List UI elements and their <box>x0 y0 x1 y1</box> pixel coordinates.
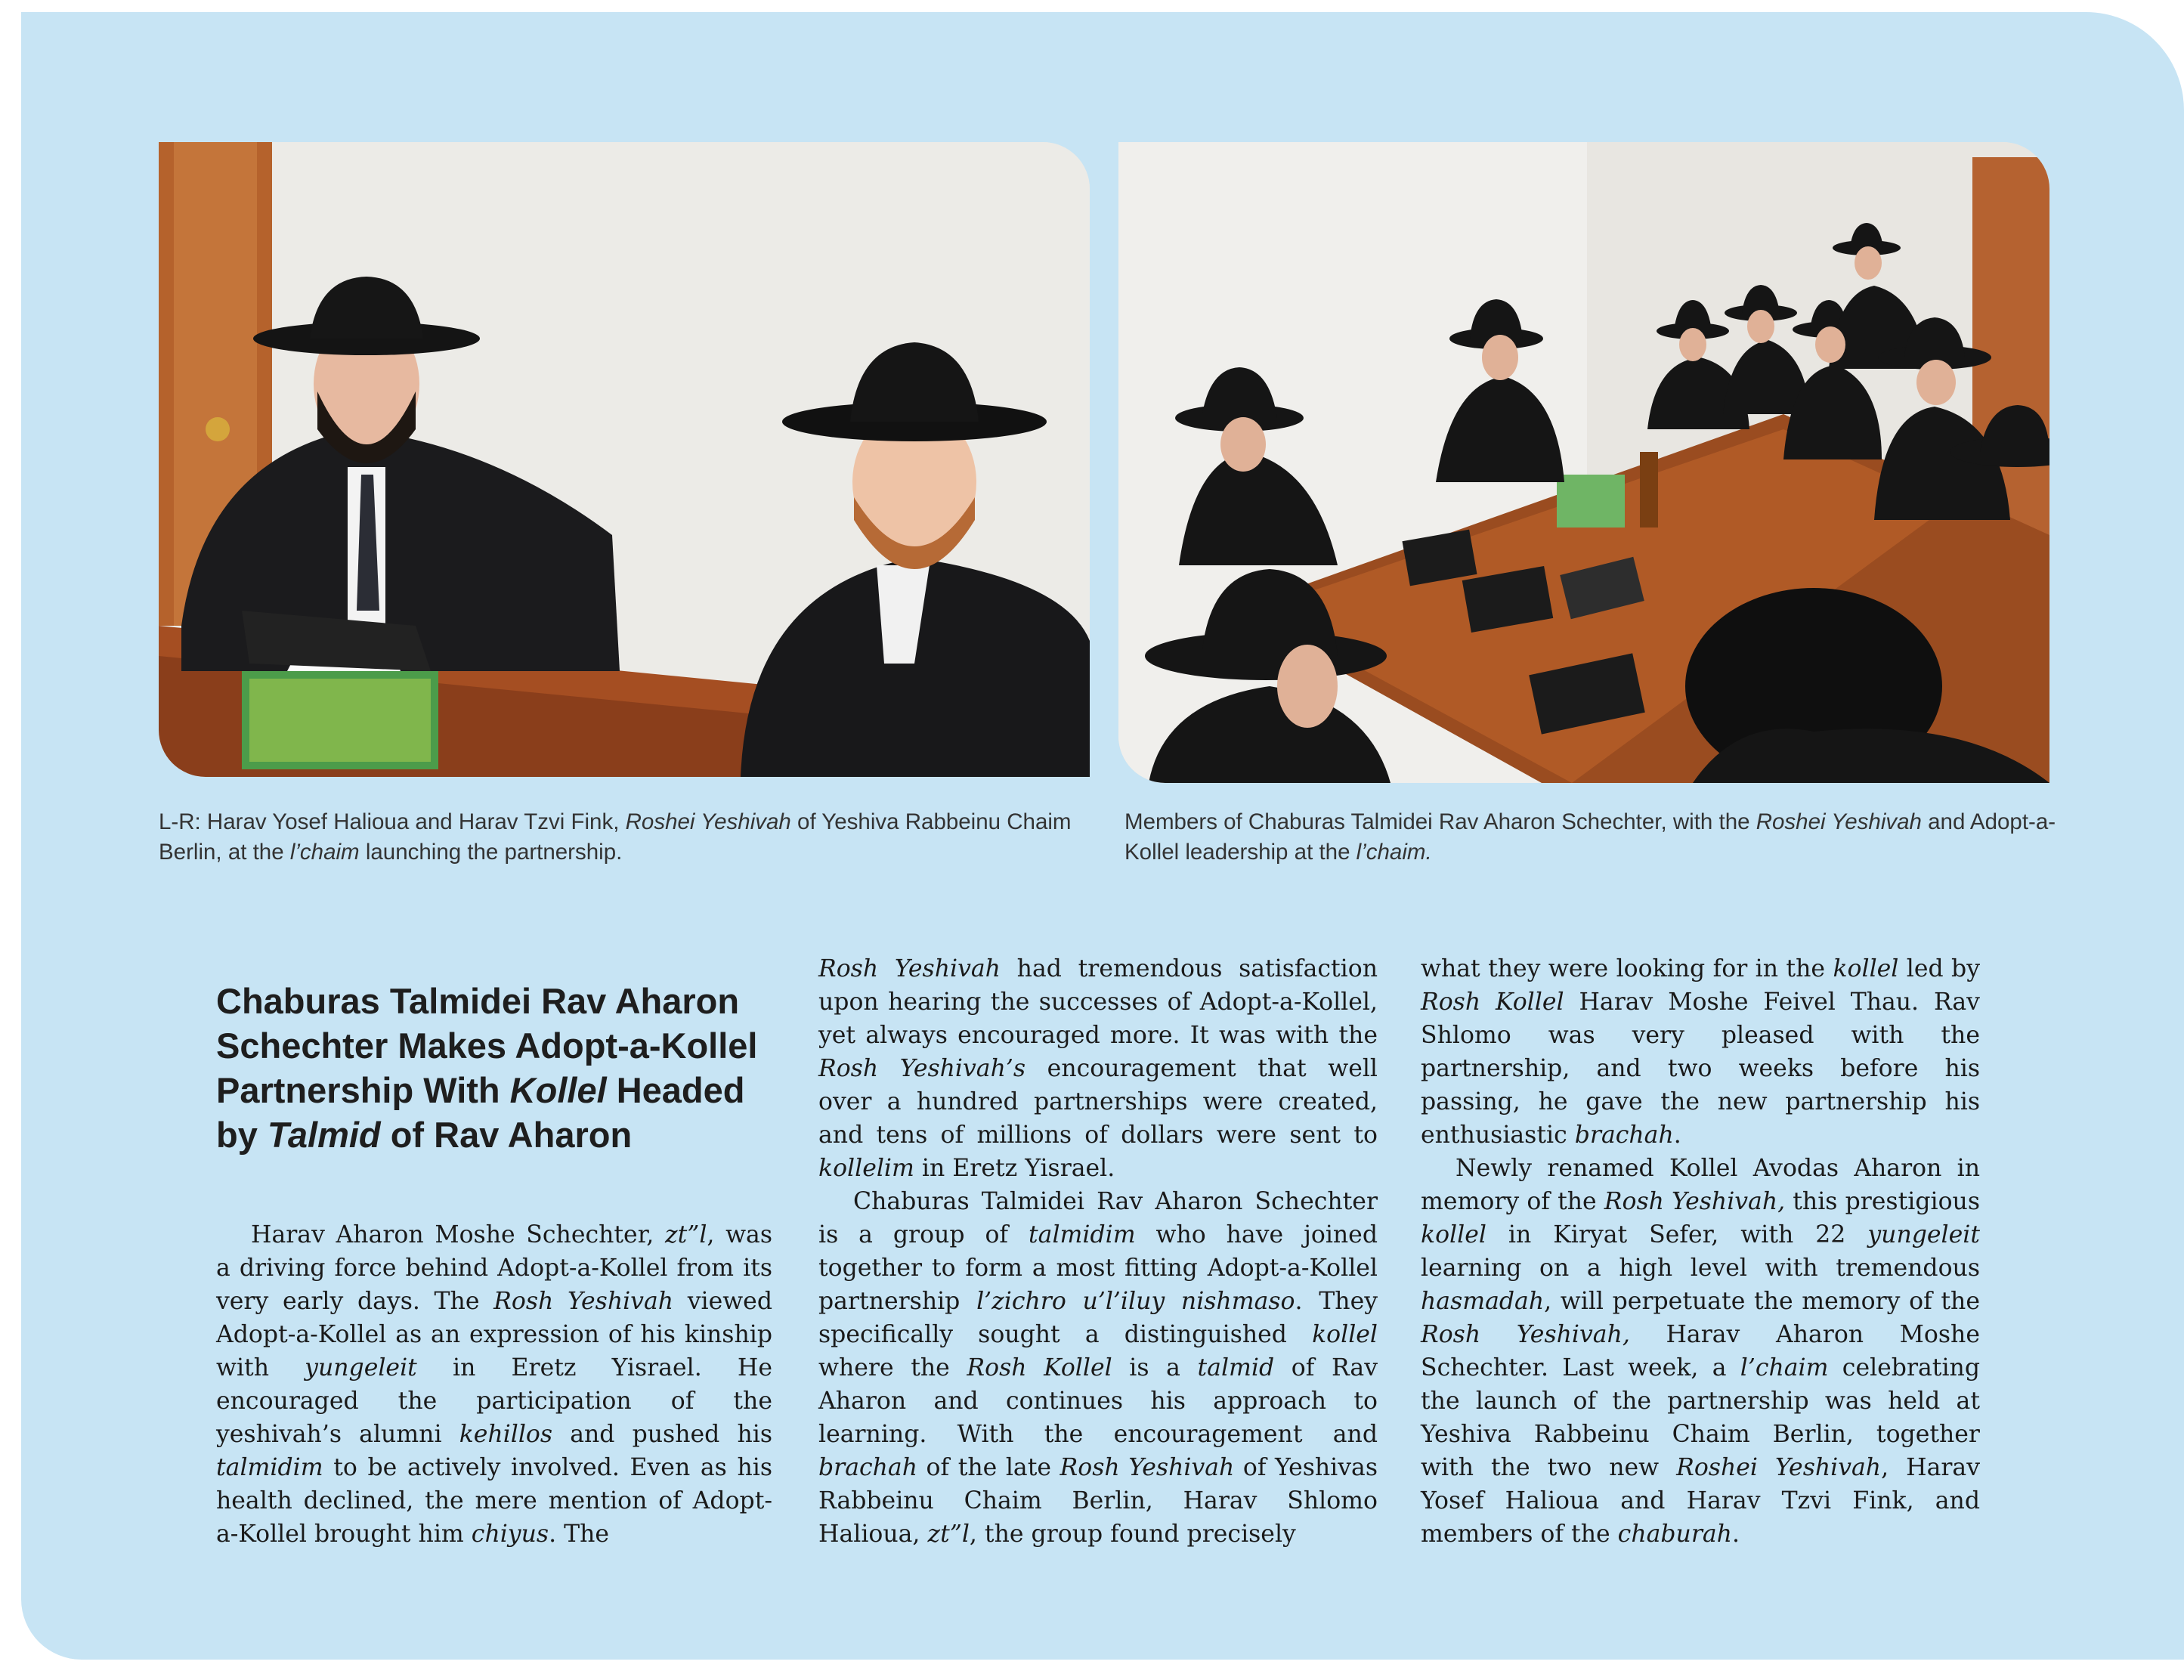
italic-text: talmidim <box>1029 1221 1136 1248</box>
text-run: to be actively involved. Even as his health declined, the mere mention of Adopt-a-Kollel brought him <box>216 1454 772 1548</box>
article-paragraph <box>216 1218 772 1551</box>
text-run: launching the partnership. <box>359 840 623 865</box>
text-run: Chaburas Talmidei Rav Aharon Schechter Makes Adopt-a-Kollel Partnership With <box>216 981 758 1110</box>
article-column-2 <box>818 952 1378 1551</box>
text-run: , the group found precisely <box>969 1521 1296 1548</box>
italic-text: Rosh Yeshivah, <box>1604 1188 1786 1215</box>
italic-text: l’chaim <box>1740 1354 1829 1381</box>
text-run: Chaburas Talmidei Rav Aharon Schechter is a group of <box>818 1188 1378 1248</box>
italic-text: brachah <box>1574 1122 1674 1149</box>
italic-text: zt”l <box>664 1221 707 1248</box>
italic-text: kollel <box>1421 1221 1486 1248</box>
italic-text: l’chaim <box>289 840 360 865</box>
text-run: what they were looking for in the <box>1421 955 1833 982</box>
text-run: is a <box>1112 1354 1198 1381</box>
italic-text: l’zichro u’l’iluy nishmaso <box>976 1288 1295 1315</box>
text-run: led by <box>1898 955 1980 982</box>
text-run: in Eretz Yisrael. <box>914 1155 1115 1182</box>
italic-text: Rosh Yeshivah <box>818 955 1001 982</box>
text-run: this prestigious <box>1785 1188 1980 1215</box>
text-run: , will perpetuate the memory of the <box>1544 1288 1980 1315</box>
italic-text: Rosh Kollel <box>1421 989 1564 1016</box>
text-run: Harav Moshe Feivel Thau. Rav Shlomo was very pleased with the partnership, and two weeks before his passing, he gave the new partnership his enthusiastic <box>1421 989 1980 1149</box>
text-run: . They specifically sought a distinguished <box>818 1288 1378 1348</box>
italic-text: hasmadah <box>1421 1288 1545 1315</box>
text-run: . The <box>549 1521 610 1548</box>
photo-chaburah-members <box>1118 142 2049 783</box>
italic-text: Rosh Yeshivah <box>493 1288 674 1315</box>
italic-text: Rosh Yeshivah’s <box>818 1055 1026 1082</box>
italic-text: yungeleit <box>305 1354 417 1381</box>
italic-text: Rosh Yeshivah <box>1060 1454 1235 1481</box>
italic-text: talmidim <box>216 1454 323 1481</box>
italic-text: l’chaim. <box>1356 840 1432 865</box>
text-run: celebrating the launch of the partnership was held at Yeshiva Rabbeinu Chaim Berlin, together with the two new <box>1421 1354 1980 1481</box>
photo-caption-right <box>1124 807 2077 868</box>
photo-caption-left <box>159 807 1103 868</box>
text-run: learning on a high level with tremendous <box>1421 1255 1980 1282</box>
text-run: of Yeshivas Rabbeinu Chaim Berlin, Harav Shlomo Halioua, <box>818 1454 1378 1548</box>
italic-text: kehillos <box>459 1421 553 1448</box>
article-column-3 <box>1421 952 1980 1551</box>
text-run: where the <box>818 1354 967 1381</box>
italic-text: kollel <box>1833 955 1899 982</box>
italic-text: Roshei Yeshivah <box>1756 809 1922 834</box>
article-paragraph <box>818 952 1378 1185</box>
text-run: who have joined together to form a most fitting Adopt-a-Kollel partnership <box>818 1221 1378 1315</box>
italic-text: talmid <box>1197 1354 1275 1381</box>
text-run: and Adopt-a-Kollel leadership at the <box>1124 809 2056 865</box>
text-run: , Harav Yosef Halioua and Harav Tzvi Fink, and members of the <box>1421 1454 1981 1548</box>
article-paragraph <box>818 1185 1378 1551</box>
text-run: L-R: Harav Yosef Halioua and Harav Tzvi Fink, <box>159 809 626 834</box>
text-run: Headed by <box>216 1070 745 1155</box>
article-paragraph <box>1421 1152 1980 1551</box>
italic-text: chaburah <box>1617 1521 1732 1548</box>
article-headline <box>216 979 775 1157</box>
photo-illustration-1 <box>159 142 1090 777</box>
italic-text: zt”l <box>927 1521 970 1548</box>
italic-text: Roshei Yeshivah <box>1676 1454 1882 1481</box>
italic-text: Rosh Kollel <box>967 1354 1112 1381</box>
text-run: Newly renamed Kollel Avodas Aharon in memory of the <box>1421 1155 1980 1215</box>
text-run: encouragement that well over a hundred partnerships were created, and tens of millions of dollars were sent to <box>818 1055 1378 1149</box>
article-column-1 <box>216 1218 772 1551</box>
text-run: Harav Aharon Moshe Schechter. Last week, a <box>1421 1321 1980 1381</box>
text-run: and pushed his <box>552 1421 772 1448</box>
italic-text: Kollel <box>509 1070 607 1110</box>
text-run: in Kiryat Sefer, with 22 <box>1486 1221 1868 1248</box>
text-run: of Rav Aharon <box>380 1115 633 1155</box>
text-run: had tremendous satisfaction upon hearing the successes of Adopt-a-Kollel, yet always encouraged more. It was with the <box>818 955 1378 1049</box>
text-run: of the late <box>917 1454 1060 1481</box>
text-run: in Eretz Yisrael. He encouraged the participation of the yeshivah’s alumni <box>216 1354 772 1448</box>
text-run: of Yeshiva Rabbeinu Chaim Berlin, at the <box>159 809 1072 865</box>
italic-text: kollelim <box>818 1155 914 1182</box>
italic-text: kollel <box>1312 1321 1378 1348</box>
text-run: Members of Chaburas Talmidei Rav Aharon Schechter, with the <box>1124 809 1756 834</box>
text-run: of Rav Aharon and continues his approach to learning. With the encouragement and <box>818 1354 1378 1448</box>
text-run: . <box>1731 1521 1740 1548</box>
italic-text: chiyus <box>471 1521 549 1548</box>
text-run: Harav Aharon Moshe Schechter, <box>251 1221 665 1248</box>
italic-text: yungeleit <box>1867 1221 1980 1248</box>
text-run: viewed Adopt-a-Kollel as an expression of his kinship with <box>216 1288 772 1381</box>
italic-text: Rosh Yeshivah, <box>1421 1321 1630 1348</box>
text-run: . <box>1673 1122 1681 1149</box>
italic-text: Roshei Yeshivah <box>625 809 791 834</box>
photo-illustration-2 <box>1118 142 2049 783</box>
article-paragraph <box>1421 952 1980 1152</box>
italic-text: brachah <box>818 1454 917 1481</box>
photo-two-roshei-yeshivah <box>159 142 1090 777</box>
italic-text: Talmid <box>267 1115 381 1155</box>
text-run: , was a driving force behind Adopt-a-Kollel from its very early days. The <box>216 1221 772 1315</box>
